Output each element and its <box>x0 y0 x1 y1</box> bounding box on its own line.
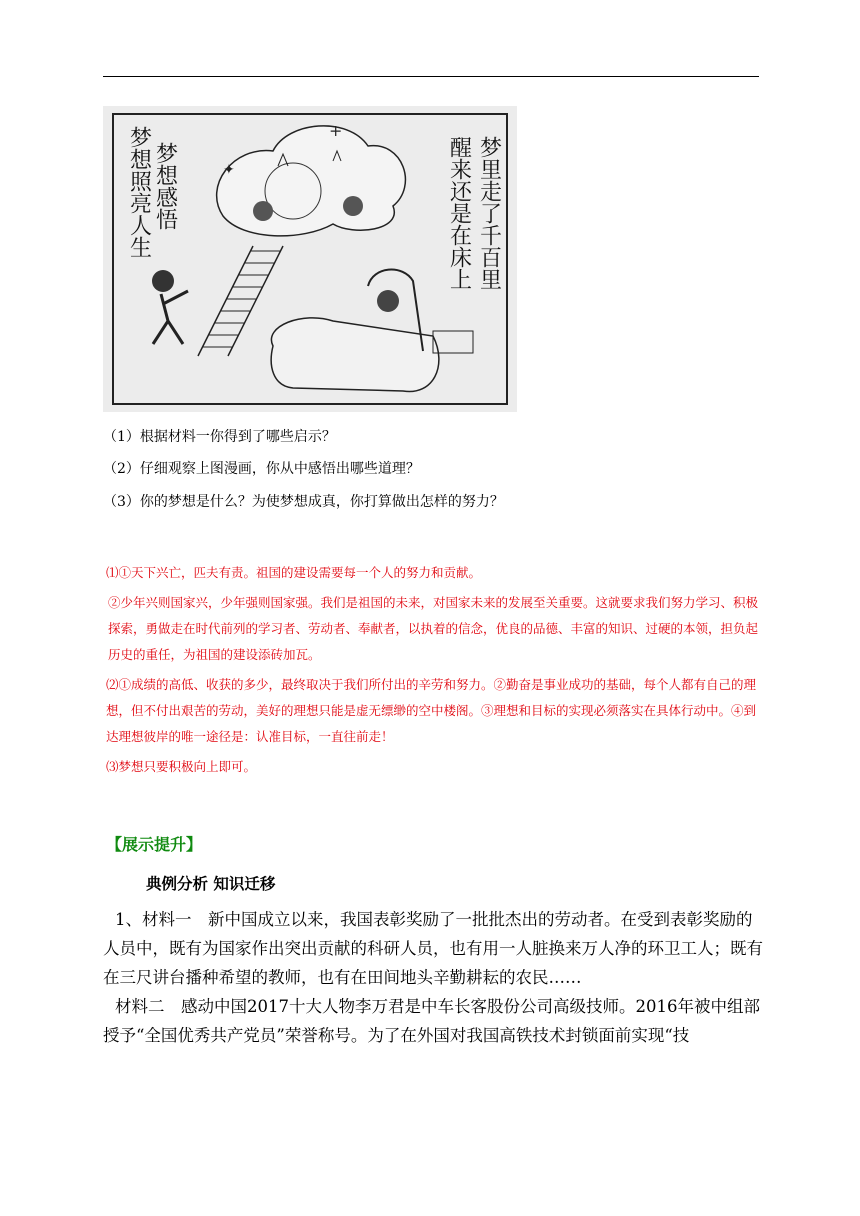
question-2: （2）仔细观察上图漫画，你从中感悟出哪些道理？ <box>103 461 420 477</box>
section-title: 【展示提升】 <box>106 835 203 854</box>
cartoon-caption-right-2: 醒来还是在床上 <box>446 136 472 290</box>
answer-block <box>106 560 768 780</box>
answer-3: ⑵①成绩的高低、收获的多少，最终取决于我们所付出的辛劳和努力。②勤奋是事业成功的基础，每个人都有自己的理想，但不付出艰苦的劳动，美好的理想只能是虚无缥缈的空中楼阁。③理想和目标的实现必须落实在具体行动中。④到达理想彼岸的唯一途径是：认准目标，一直往前走！ <box>106 677 757 744</box>
header-rule <box>103 76 759 77</box>
answer-4: ⑶梦想只要积极向上即可。 <box>106 759 257 774</box>
cartoon-caption-right-1: 梦里走了千百里 <box>476 136 502 290</box>
answer-1: ⑴①天下兴亡，匹夫有责。祖国的建设需要每一个人的努力和贡献。 <box>106 565 482 580</box>
cartoon-caption-left-2: 梦想照亮人生 <box>126 126 152 258</box>
question-1: （1）根据材料一你得到了哪些启示？ <box>103 429 336 445</box>
svg-text:+: + <box>329 121 343 140</box>
svg-text:✦: ✦ <box>223 162 235 178</box>
answer-2: ②少年兴则国家兴，少年强则国家强。我们是祖国的未来，对国家未来的发展至关重要。这就要求我们努力学习、积极探索，勇做走在时代前列的学习者、劳动者、奉献者，以执着的信念，优良的品德、丰富的知识、过硬的本领，担负起历史的重任，为祖国的建设添砖加瓦。 <box>108 595 759 662</box>
cartoon-image <box>103 106 517 412</box>
paragraph-1: 1、材料一 新中国成立以来，我国表彰奖励了一批批杰出的劳动者。在受到表彰奖励的人员中，既有为国家作出突出贡献的科研人员，也有用一人脏换来万人净的环卫工人；既有在三尺讲台播种希望的教师，也有在田间地头辛勤耕耘的农民…… <box>103 910 763 987</box>
body-text <box>103 905 763 1050</box>
cartoon-caption-left-1: 梦想感悟 <box>152 142 178 230</box>
question-3: （3）你的梦想是什么？为使梦想成真，你打算做出怎样的努力？ <box>103 494 504 510</box>
paragraph-2: 材料二 感动中国2017十大人物李万君是中车长客股份公司高级技师。2016年被中组部授予“全国优秀共产党员”荣誉称号。为了在外国对我国高铁技术封锁面前实现“技 <box>103 997 760 1045</box>
subsection-title: 典例分析 知识迁移 <box>146 875 276 893</box>
